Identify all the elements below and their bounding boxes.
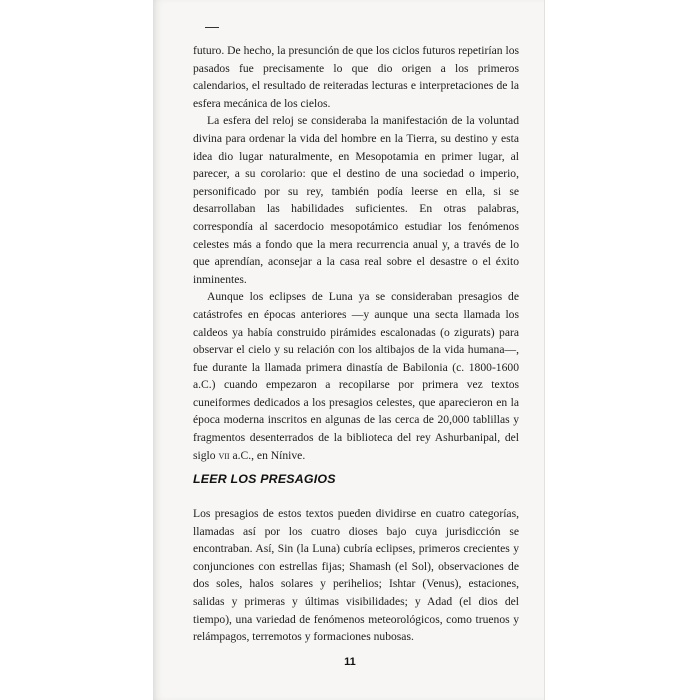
- page-number: 11: [344, 656, 356, 668]
- body-text-upper: [193, 42, 519, 464]
- paragraph-4: Los presagios de estos textos pueden dividirse en cuatro categorías, llamadas así por los cuatro dioses bajo cuya jurisdicción se encontraban. Así, Sin (la Luna) cubría eclipses, primeros crecientes y conjunciones con estrellas fijas; Shamash (el Sol), observaciones de dos soles, halos solares y perihelios; Ishtar (Venus), estaciones, salidas y primeras y últimas visibilidades; y Adad (el dios del tiempo), una variedad de fenómenos meteorológicos, como truenos y relámpagos, terremotos y formaciones nubosas.: [193, 507, 519, 644]
- paragraph-1: futuro. De hecho, la presunción de que los ciclos futuros repetirían los pasados fue precisamente lo que dio origen a los primeros calendarios, el resultado de reiteradas lecturas e interpretaciones de la esfera mecánica de los cielos.: [193, 44, 519, 110]
- paragraph-3-text: Aunque los eclipses de Luna ya se consideraban presagios de catástrofes en épocas anteriores —y aunque una secta llamada los caldeos ya había construido pirámides escalonadas (o zigurats) para observar el cielo y su relación con los altibajos de la vida humana—, fue durante la llamada primera dinastía de Babilonia (c. 1800-1600 a.C.) cuando empezaron a recopilarse por primera vez textos cuneiformes dedicados a los presagios celestes, que aparecieron en la época moderna inscritos en algunas de las cerca de 20,000 tablillas y fragmentos desenterrados de la biblioteca del rey Ashurbanipal, del siglo: [193, 290, 519, 462]
- header-rule: [205, 27, 219, 28]
- section-heading: LEER LOS PRESAGIOS: [193, 472, 336, 486]
- paragraph-3: [193, 288, 519, 464]
- paragraph-3-end: a.C., en Nínive.: [229, 448, 306, 462]
- paragraph-2: La esfera del reloj se consideraba la manifestación de la voluntad divina para ordenar la vida del hombre en la Tierra, su destino y esta idea dio lugar naturalmente, en Mesopotamia en primer lugar, al parecer, a su corolario: que el destino de una sociedad o imperio, personificado por su rey, también podía leerse en ella, si se desarrollaban las habilidades suficientes. En otras palabras, correspondía al sacerdocio mesopotámico estudiar los fenómenos celestes más a fondo que la mera recurrencia anual y, a través de lo que aprendían, aconsejar a la casa real sobre el desastre o el éxito inminentes.: [193, 114, 519, 286]
- century-numeral: vii: [218, 448, 230, 462]
- body-text-lower: [193, 505, 519, 646]
